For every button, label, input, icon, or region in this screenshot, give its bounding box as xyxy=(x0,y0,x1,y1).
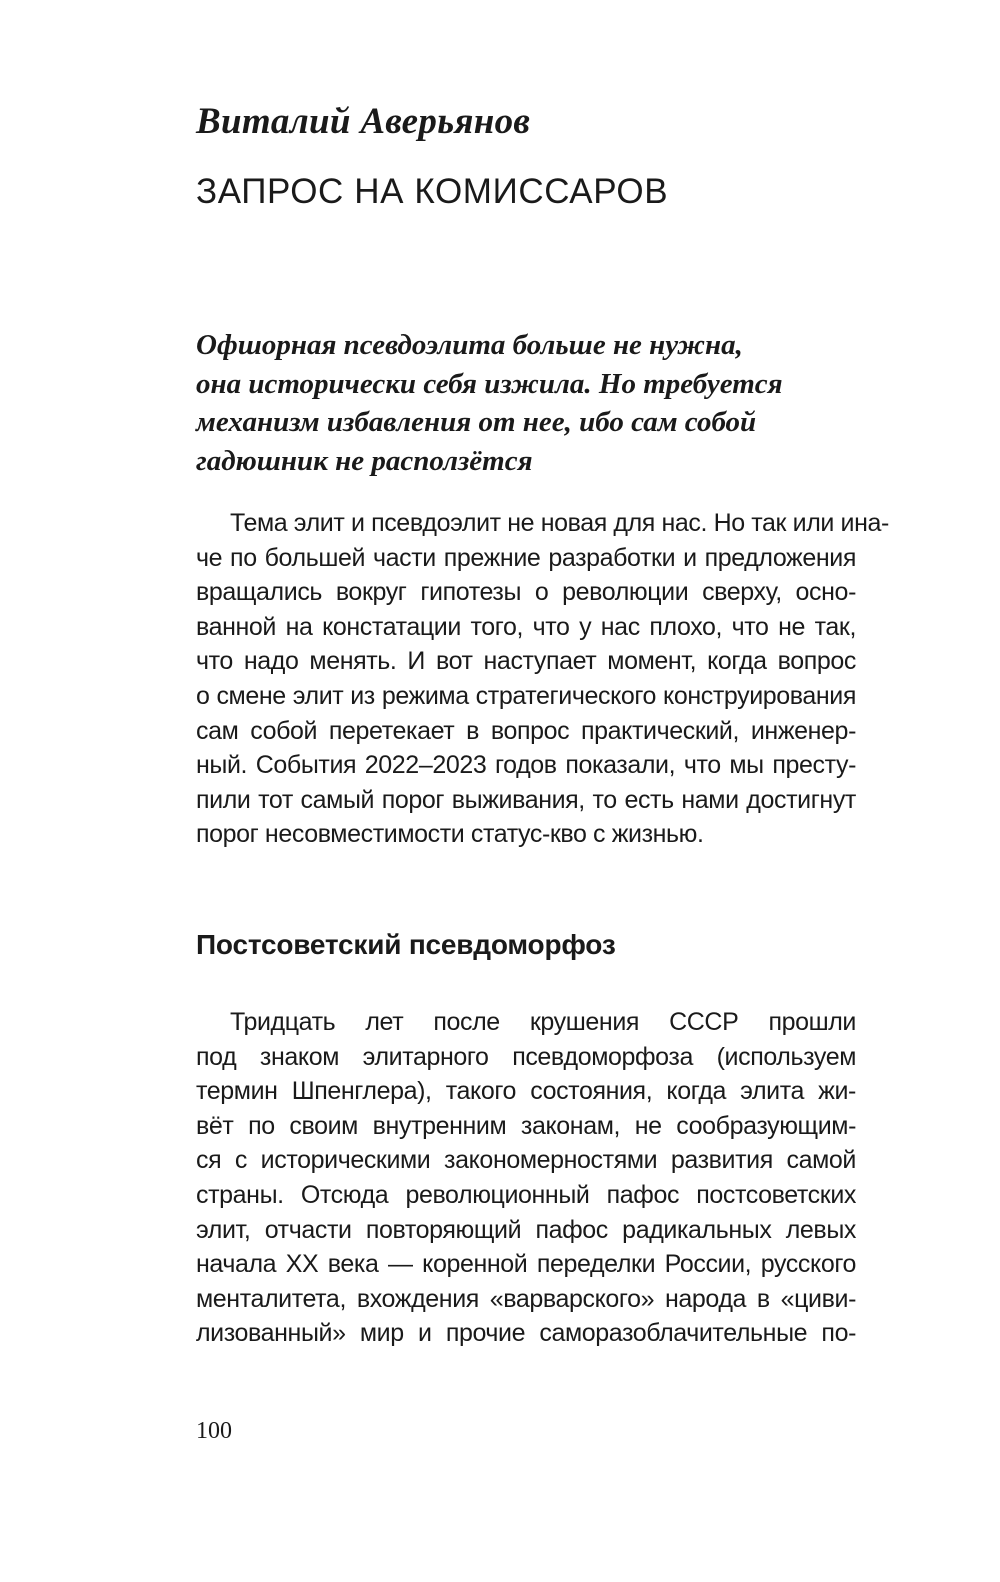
section-heading: Постсоветский псевдоморфоз xyxy=(196,929,616,960)
text-line: ванной на констатации того, что у нас плохо, что не так, xyxy=(196,612,856,641)
text-line: ся с историческими закономерностями развития самой xyxy=(196,1146,856,1175)
text-line: менталитета, вхождения «варварского» народа в «циви- xyxy=(196,1284,856,1313)
text-line: пили тот самый порог выживания, то есть нами достигнут xyxy=(196,785,856,814)
text-line: элит, отчасти повторяющий пафос радикальных левых xyxy=(196,1215,856,1244)
text-line: Тридцать лет после крушения СССР прошли xyxy=(230,1008,856,1036)
lead-line: она исторически себя изжила. Но требуется xyxy=(196,367,783,400)
text-line: Тема элит и псевдоэлит не новая для нас. Но так или ина- xyxy=(230,509,889,537)
text-line: под знаком элитарного псевдоморфоза (используем xyxy=(196,1042,856,1071)
author-name: Виталий Аверьянов xyxy=(196,101,531,142)
text-line: термин Шпенглера), такого состояния, когда элита жи- xyxy=(196,1077,856,1106)
text-line: че по большей части прежние разработки и предложения xyxy=(196,543,856,572)
lead-paragraph xyxy=(196,326,836,480)
lead-line: Офшорная псевдоэлита больше не нужна, xyxy=(196,329,743,361)
text-line: страны. Отсюда революционный пафос постсоветских xyxy=(196,1180,856,1209)
body-paragraph-1 xyxy=(196,506,889,852)
article-title: ЗАПРОС НА КОМИССАРОВ xyxy=(196,172,669,211)
text-line: сам собой перетекает в вопрос практический, инженер- xyxy=(196,716,856,745)
text-line: лизованный» мир и прочие саморазоблачительные по- xyxy=(196,1319,856,1348)
body-paragraph-2 xyxy=(196,1005,856,1351)
text-line: о смене элит из режима стратегического конструирования xyxy=(196,681,856,710)
text-line: порог несовместимости статус-кво с жизнью. xyxy=(196,820,704,849)
text-line: что надо менять. И вот наступает момент, когда вопрос xyxy=(196,647,856,676)
page-number: 100 xyxy=(196,1418,232,1444)
text-line: вращались вокруг гипотезы о революции сверху, осно- xyxy=(196,578,856,607)
lead-line: гадюшник не расползётся xyxy=(196,444,533,477)
text-line: начала XX века — коренной переделки России, русского xyxy=(196,1250,856,1279)
text-line: ный. События 2022–2023 годов показали, что мы престу- xyxy=(196,751,856,780)
text-line: вёт по своим внутренним законам, не сообразующим- xyxy=(196,1111,856,1140)
lead-line: механизм избавления от нее, ибо сам собой xyxy=(196,406,757,438)
